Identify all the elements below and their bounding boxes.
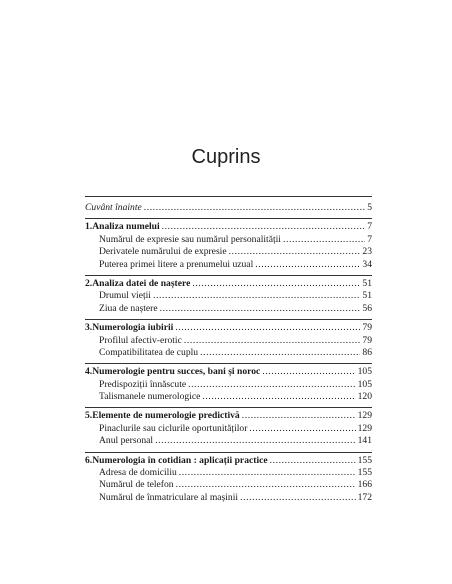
toc-subsection	[85, 480, 372, 492]
subsection-title: Ziua de naștere	[99, 302, 158, 314]
dot-leader	[262, 367, 355, 377]
toc-page-number: 129	[357, 410, 372, 422]
chapter-number: 4.	[85, 366, 93, 378]
toc-page-number: 7	[367, 221, 372, 233]
page-title: Cuprins	[191, 146, 261, 168]
toc-page-number: 166	[357, 479, 372, 491]
dot-leader	[255, 260, 360, 270]
toc-page-number: 79	[362, 322, 372, 334]
dot-leader	[184, 336, 361, 346]
toc-subsection	[85, 493, 372, 505]
dot-leader	[155, 436, 356, 446]
toc-label: Cuvânt înainte	[85, 202, 142, 213]
dot-leader	[192, 279, 360, 289]
dot-leader	[249, 424, 355, 434]
dot-leader	[175, 323, 360, 333]
toc-page-number: 141	[357, 435, 372, 447]
section-divider	[85, 363, 372, 364]
toc-chapter	[85, 367, 372, 379]
toc-subsection	[85, 436, 372, 448]
section-divider	[85, 275, 372, 276]
dot-leader	[240, 493, 356, 503]
chapter-number: 1.	[85, 221, 93, 233]
toc-chapter	[85, 411, 372, 423]
toc-page-number: 56	[362, 302, 372, 314]
chapter-title: Analiza numelui	[92, 221, 160, 233]
toc-foreword	[85, 203, 372, 215]
toc-page-number: 51	[362, 277, 372, 289]
chapter-number: 6.	[85, 454, 93, 466]
subsection-title: Puterea primei litere a prenumelui uzual	[99, 258, 254, 270]
subsection-title: Numărul de înmatriculare al mașinii	[99, 491, 239, 503]
toc-subsection	[85, 291, 372, 303]
dot-leader	[270, 456, 356, 466]
subsection-title: Numărul de expresie sau numărul personalității	[99, 233, 281, 245]
chapter-title: Numerologie pentru succes, bani și noroc	[92, 366, 261, 378]
toc-page-number: 155	[357, 467, 372, 479]
dot-leader	[179, 468, 356, 478]
toc-page-number: 172	[357, 491, 372, 503]
toc-chapter	[85, 222, 372, 234]
toc-page-number: 34	[362, 258, 372, 270]
section-divider	[85, 218, 372, 219]
dot-leader	[162, 222, 366, 232]
table-of-contents	[85, 196, 372, 505]
dot-leader	[188, 380, 355, 390]
section-divider	[85, 452, 372, 453]
subsection-title: Talismanele numerologice	[99, 391, 201, 403]
toc-chapter	[85, 323, 372, 335]
top-divider	[85, 196, 372, 197]
toc-page-number: 155	[357, 454, 372, 466]
subsection-title: Pinaclurile sau ciclurile oportunităților	[99, 422, 248, 434]
dot-leader	[242, 411, 356, 421]
toc-page-number: 79	[362, 334, 372, 346]
toc-subsection	[85, 392, 372, 404]
subsection-title: Drumul vieții	[99, 290, 151, 302]
dot-leader	[153, 291, 360, 301]
section-divider	[85, 407, 372, 408]
toc-page-number: 105	[357, 366, 372, 378]
dot-leader	[229, 247, 361, 257]
toc-subsection	[85, 260, 372, 272]
subsection-title: Profilul afectiv-erotic	[99, 334, 182, 346]
toc-page-number: 105	[357, 378, 372, 390]
chapter-title: Elemente de numerologie predictivă	[92, 410, 240, 422]
subsection-title: Compatibilitatea de cuplu	[99, 346, 199, 358]
section-divider	[85, 319, 372, 320]
subsection-title: Adresa de domiciliu	[99, 467, 177, 479]
subsection-title: Numărul de telefon	[99, 479, 174, 491]
toc-page-number: 23	[362, 246, 372, 258]
chapter-number: 3.	[85, 322, 93, 334]
toc-page-number: 5	[367, 202, 372, 213]
subsection-title: Derivatele numărului de expresie	[99, 246, 227, 258]
toc-subsection	[85, 247, 372, 259]
dot-leader	[144, 203, 365, 213]
subsection-title: Anul personal	[99, 435, 154, 447]
toc-subsection	[85, 304, 372, 316]
toc-page-number: 86	[362, 346, 372, 358]
toc-page-number: 129	[357, 422, 372, 434]
dot-leader	[200, 348, 360, 358]
dot-leader	[283, 235, 365, 245]
toc-page-number: 120	[357, 391, 372, 403]
dot-leader	[160, 304, 361, 314]
chapter-title: Numerologia în cotidian : aplicații practice	[92, 454, 268, 466]
dot-leader	[176, 480, 356, 490]
subsection-title: Predispoziții înnăscute	[99, 378, 187, 390]
chapter-number: 5.	[85, 410, 93, 422]
chapter-title: Numerologia iubirii	[92, 322, 174, 334]
toc-page-number: 51	[362, 290, 372, 302]
chapter-title: Analiza datei de naștere	[92, 277, 191, 289]
chapter-number: 2.	[85, 277, 93, 289]
toc-subsection	[85, 348, 372, 360]
dot-leader	[202, 392, 355, 402]
toc-page-number: 7	[367, 233, 372, 245]
